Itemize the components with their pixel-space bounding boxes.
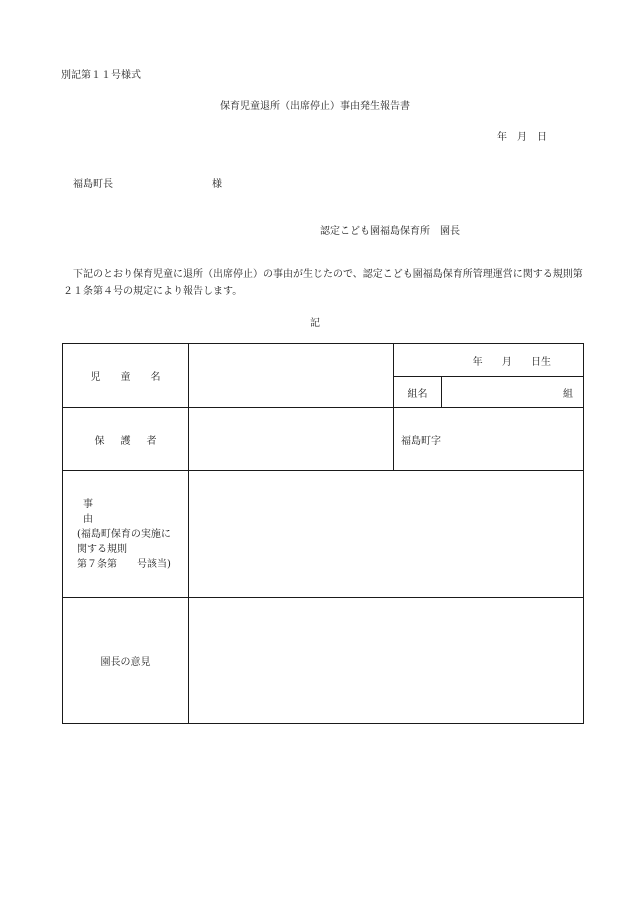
child-name-label: 児童名 [90, 372, 181, 383]
reason-label: 事由 [83, 498, 153, 525]
table-row [63, 471, 584, 598]
report-table [62, 343, 584, 724]
date-line: 年 月 日 [497, 132, 547, 143]
addressee: 福島町長 [73, 179, 113, 190]
reason-note-3: 第７条第 号該当) [77, 558, 171, 570]
birth-date-field[interactable] [394, 344, 584, 377]
guardian-label: 保護者 [94, 435, 173, 447]
director-opinion-label-cell [63, 598, 189, 724]
address-field[interactable] [394, 408, 584, 471]
table-row [63, 408, 584, 471]
guardian-label-cell [63, 408, 189, 471]
child-name-label-cell [63, 344, 189, 408]
class-label: 組名 [407, 388, 428, 400]
reason-field[interactable] [189, 471, 584, 598]
director-opinion-label: 園長の意見 [100, 657, 151, 668]
reason-label-cell [63, 471, 189, 598]
class-suffix: 組 [563, 388, 574, 400]
class-label-cell [394, 377, 442, 408]
director-opinion-field[interactable] [189, 598, 584, 724]
document-title: 保育児童退所（出席停止）事由発生報告書 [220, 101, 410, 112]
form-number: 別記第１１号様式 [61, 70, 141, 81]
table-row [63, 598, 584, 724]
reason-note-2: 関する規則 [77, 543, 127, 555]
honorific: 様 [212, 179, 222, 190]
body-text [63, 266, 588, 300]
sender: 認定こども園福島保育所 園長 [320, 226, 460, 237]
table-row [63, 344, 584, 377]
ki-heading: 記 [310, 318, 320, 329]
child-name-field[interactable] [189, 344, 394, 408]
address-prefix: 福島町字 [401, 435, 441, 447]
body-text-content: 下記のとおり保育児童に退所（出席停止）の事由が生じたので、認定こども園福島保育所管理運営に関する規則第２１条第４号の規定により報告します。 [63, 269, 583, 297]
class-field[interactable] [442, 377, 584, 408]
birth-date-label: 年 月 日生 [472, 356, 552, 368]
reason-note-1: (福島町保育の実施に [77, 528, 171, 540]
guardian-field[interactable] [189, 408, 394, 471]
